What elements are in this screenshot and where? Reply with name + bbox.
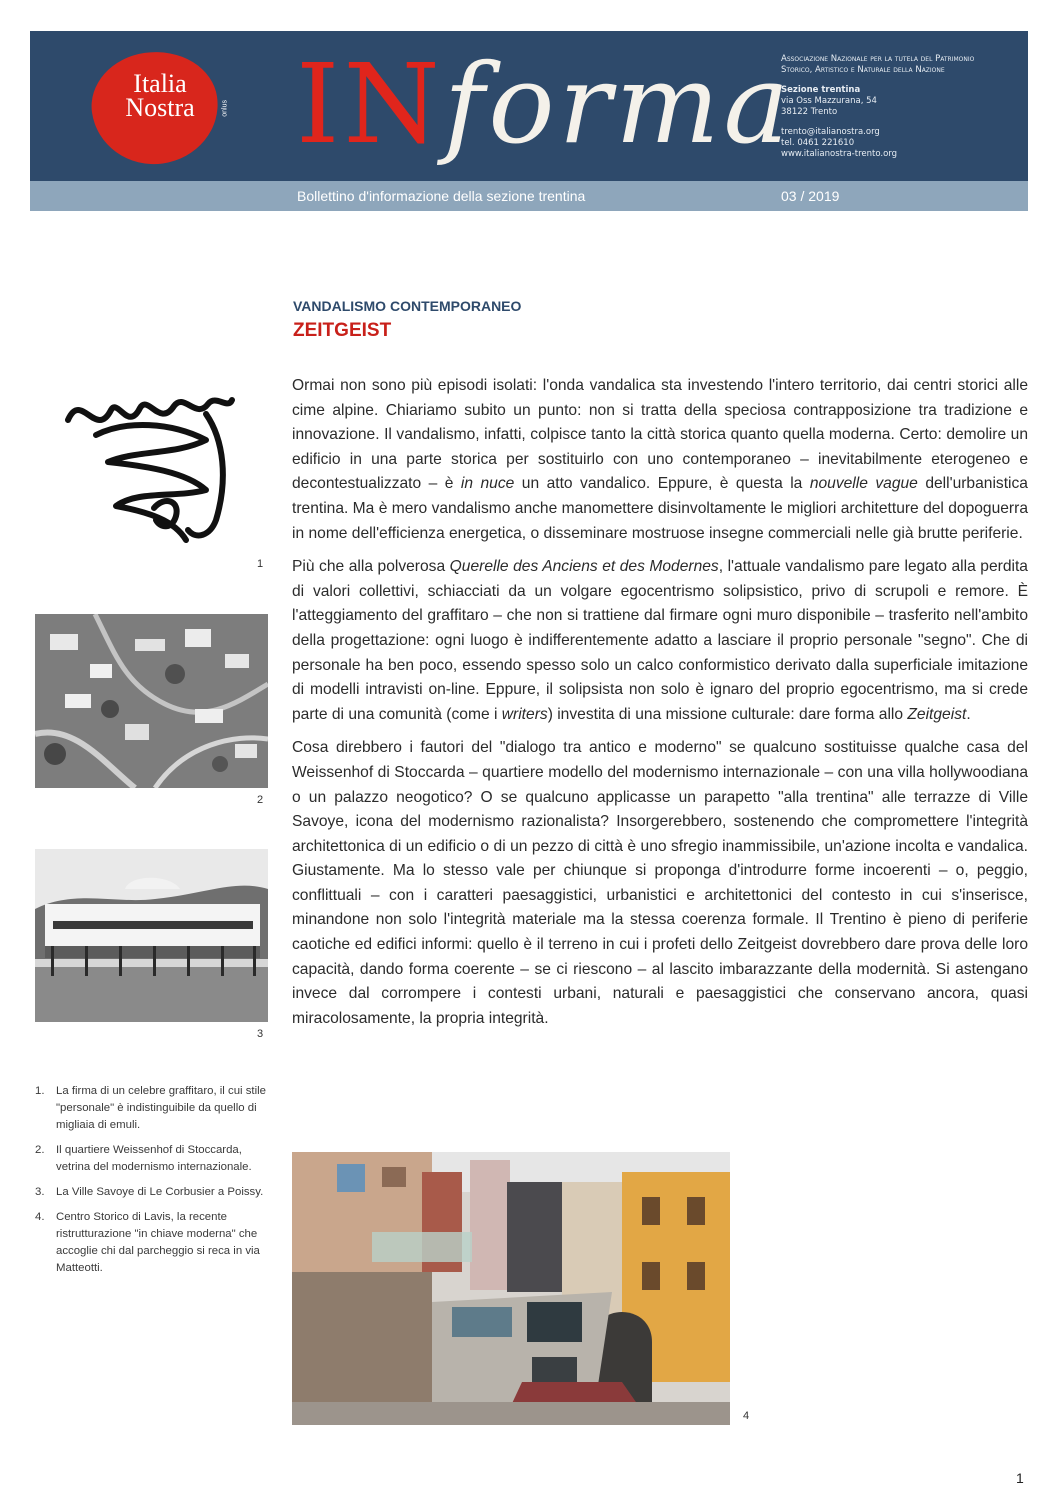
text-run: Più che alla polverosa	[292, 558, 450, 576]
newsletter-title	[296, 40, 794, 174]
text-run: Ormai non sono più episodi isolati: l'onda vandalica sta investendo l'intero territorio, dai centri storici alle cime alpine. Chiariamo subito un punto: non si tratta della speciosa contrapposizione tra tradizione e innovazione. Il vandalismo, infatti, colpisce tanto la città storica quanto quella moderna. Certo: demolire un edificio in una parte storica per sostituirlo con uno contemporaneo – inevitabilmente eterogeneo e decontestualizzato – è	[292, 377, 1028, 493]
text-run: dell'urbanistica trentina. Ma è mero vandalismo anche manomettere disinvoltamente le migliori architetture del dopoguerra in nome dell'efficienza energetica, o disseminare mostruose insegne commerciali nelle già brutte periferie.	[292, 475, 1028, 542]
figure-number: 2	[257, 794, 264, 806]
logo-line2: Nostra	[125, 93, 195, 122]
signature-drawing	[56, 380, 246, 550]
weissenhof-aerial-image	[35, 614, 268, 788]
italic-run: writers	[501, 705, 548, 723]
assoc-line1: Associazione Nazionale per la tutela del Patrimonio	[781, 54, 975, 64]
article-kicker: VANDALISMO CONTEMPORANEO	[293, 298, 522, 314]
figure-number: 1	[257, 558, 264, 570]
phone-number: tel. 0461 221610	[781, 138, 855, 148]
logo-line1: Italia	[133, 69, 187, 98]
caption-text: Il quartiere Weissenhof di Stoccarda, vetrina del modernismo internazionale.	[56, 1144, 252, 1173]
website-link[interactable]: www.italianostra-trento.org	[781, 149, 898, 159]
title-forma: forma	[443, 40, 794, 168]
figure-captions	[35, 1083, 271, 1285]
caption-number: 3.	[35, 1186, 45, 1198]
villa-savoye-image	[35, 849, 268, 1022]
caption-text: Centro Storico di Lavis, la recente ristrutturazione "in chiave moderna" che accoglie chi dal parcheggio si reca in via Matteotti.	[56, 1211, 260, 1274]
paragraph-3: Cosa direbbero i fautori del "dialogo tra antico e moderno" se qualcuno sostituisse qualche casa del Weissenhof di Stoccarda – quartiere modello del modernismo internazionale – con una villa hollywoodiana o un palazzo neogotico? O se qualcuno applicasse un parapetto "alla trentina" alle terrazze di Ville Savoye, icona del modernismo razionalista? Insorgerebbero, sostenendo che compromettere l'integrità architettonica di un edificio o di un pezzo di città è uno sfregio inammissibile, un'azione incolta e vandalica. Giustamente. Ma lo stesso vale per chiunque si proponga d'introdurre forme incoerenti – o, peggio, conflittuali – con i caratteri paesaggistici, urbanistici e architettonici del contesto in cui s'inserisce, minandone non solo l'integrità materiale ma la stessa coerenza formale. Il Trentino è pieno di periferie caotiche ed edifici informi: quello è il terreno in cui i profeti dello Zeitgeist dovrebbero dare prova delle loro capacità, dando forma coerente – se ci riescono – al lascito imbarazzante della modernità. Si astengano invece dal corrompere i contesti urbani, naturali e paesaggistici che conservano ancora, quasi miracolosamente, la propria integrità.	[292, 739, 1028, 1027]
page-number: 1	[1016, 1470, 1024, 1486]
aerial-photo-drawing	[35, 614, 268, 788]
issue-number: 03 / 2019	[781, 188, 840, 204]
text-run: ) investita di una missione culturale: dare forma allo	[547, 705, 908, 723]
italia-nostra-logo[interactable]	[92, 52, 229, 167]
figure-number: 3	[257, 1028, 264, 1040]
address-line1: via Oss Mazzurana, 54	[781, 96, 877, 106]
italic-run: in nuce	[460, 475, 515, 493]
caption-text: La firma di un celebre graffitaro, il cui stile "personale" è indistinguibile da quello di migliaia di emuli.	[56, 1085, 266, 1131]
italic-run: nouvelle vague	[809, 475, 918, 493]
title-in: IN	[296, 40, 444, 168]
caption-number: 4.	[35, 1211, 45, 1223]
paragraph-1	[292, 374, 1028, 546]
caption-item	[35, 1142, 271, 1176]
caption-item	[35, 1209, 271, 1277]
lavis-photo-drawing	[292, 1152, 730, 1425]
caption-item	[35, 1083, 271, 1134]
assoc-line2: Storico, Artistico e Naturale della Nazione	[781, 65, 945, 75]
article-headline: ZEITGEIST	[293, 320, 392, 341]
article-body	[292, 374, 1028, 1040]
email-link[interactable]: trento@italianostra.org	[781, 127, 880, 137]
text-run: .	[966, 705, 971, 723]
paragraph-2	[292, 555, 1028, 727]
newsletter-subtitle: Bollettino d'informazione della sezione trentina	[297, 188, 586, 204]
logo-small-text: onlus	[222, 100, 229, 117]
association-info	[781, 54, 1021, 160]
address-line2: 38122 Trento	[781, 107, 838, 117]
caption-number: 2.	[35, 1144, 45, 1156]
text-run: un atto vandalico. Eppure, è questa la	[514, 475, 810, 493]
italic-run: Querelle des Anciens et des Modernes	[449, 558, 719, 576]
graffiti-signature-image	[56, 380, 246, 550]
caption-item	[35, 1184, 271, 1201]
italic-run: Zeitgeist	[907, 705, 967, 723]
caption-text: La Ville Savoye di Le Corbusier a Poissy.	[56, 1186, 264, 1198]
lavis-historic-center-image	[292, 1152, 730, 1425]
figure-number: 4	[743, 1410, 750, 1422]
text-run: , l'attuale vandalismo pare legato alla perdita di valori collettivi, schiacciati da un volgare egocentrismo solipsistico, privo di scrupoli e remore. È l'atteggiamento del graffitaro – che non si trattiene dal firmare ogni muro disponibile – trasferito nell'ambito della progettazione: ogni luogo è indifferentemente adatto a lasciare il proprio personale "segno". Che di personale ha ben poco, essendo spesso solo un calco conformistico derivato dalla superficiale imitazione di modelli intravisti on-line. Eppure, il solipsista non solo è ignaro del proprio egocentrismo, ma si crede parte di una comunità (come i	[292, 558, 1028, 723]
villa-photo-drawing	[35, 849, 268, 1022]
section-name: Sezione trentina	[781, 85, 861, 95]
caption-number: 1.	[35, 1085, 45, 1097]
